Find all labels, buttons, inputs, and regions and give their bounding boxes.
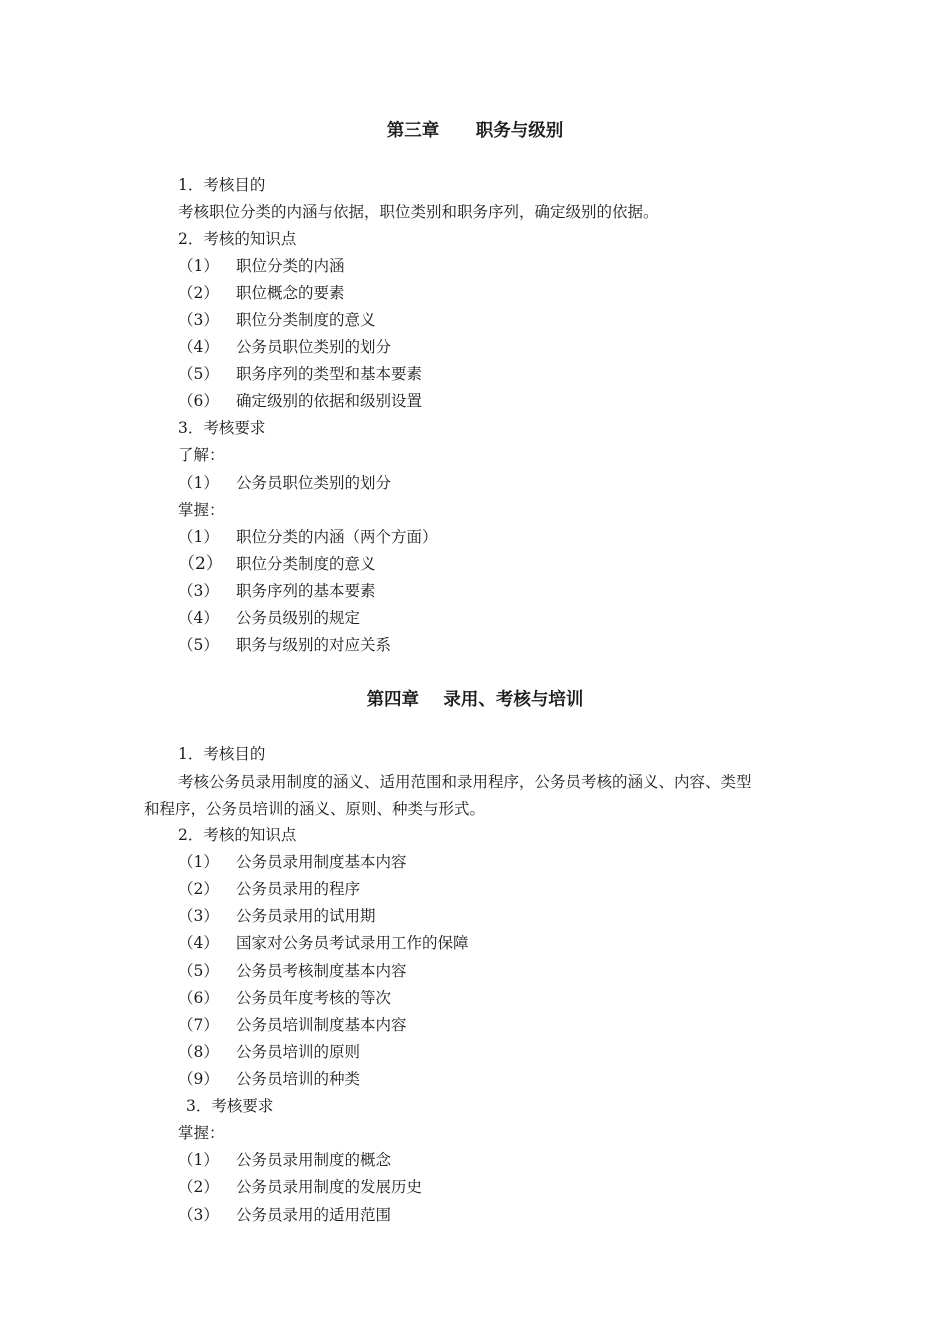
list-item: （1） 职位分类的内涵（两个方面） [178,528,438,546]
list-item: （3） 公务员录用的适用范围 [178,1206,392,1224]
list-item: （5） 公务员考核制度基本内容 [178,962,407,980]
ch4-section-3-heading: 3．考核要求 [186,1097,274,1115]
ch3-understand-label: 了解： [178,446,225,464]
list-item: （3） 职位分类制度的意义 [178,311,376,329]
ch3-section-1-heading: 1．考核目的 [178,176,266,194]
ch3-master-label: 掌握： [178,501,225,519]
list-item: （2） 公务员录用的程序 [178,880,361,898]
list-item: （4） 国家对公务员考试录用工作的保障 [178,934,469,952]
chapter-3-title: 第三章 职务与级别 [386,121,564,141]
ch4-section-1-text-line-1: 考核公务员录用制度的涵义、适用范围和录用程序，公务员考核的涵义、内容、类型 [178,773,752,791]
list-item: （5） 职务与级别的对应关系 [178,636,392,654]
list-item: （9） 公务员培训的种类 [178,1070,361,1088]
list-item: （2） 职位分类制度的意义 [178,554,376,574]
list-item: （2） 公务员录用制度的发展历史 [178,1178,423,1196]
list-item: （1） 公务员录用制度的概念 [178,1151,392,1169]
list-item: （5） 职务序列的类型和基本要素 [178,365,423,383]
list-item: （1） 公务员录用制度基本内容 [178,853,407,871]
ch4-section-1-text-line-2: 和程序，公务员培训的涵义、原则、种类与形式。 [144,800,486,818]
list-item: （2） 职位概念的要素 [178,284,345,302]
list-item: （8） 公务员培训的原则 [178,1043,361,1061]
ch3-section-3-heading: 3．考核要求 [178,419,266,437]
ch4-section-1-heading: 1．考核目的 [178,745,266,763]
list-item: （1） 职位分类的内涵 [178,257,345,275]
ch3-section-1-text: 考核职位分类的内涵与依据，职位类别和职务序列，确定级别的依据。 [178,203,659,221]
list-item: （7） 公务员培训制度基本内容 [178,1016,407,1034]
ch4-section-2-heading: 2．考核的知识点 [178,826,297,844]
ch4-master-label: 掌握： [178,1124,225,1142]
list-item: （6） 确定级别的依据和级别设置 [178,392,423,410]
chapter-4-title: 第四章 录用、考核与培训 [366,690,584,710]
list-item: （6） 公务员年度考核的等次 [178,989,392,1007]
ch3-section-2-heading: 2．考核的知识点 [178,230,297,248]
list-item: （1） 公务员职位类别的划分 [178,474,392,492]
list-item: （3） 职务序列的基本要素 [178,582,376,600]
list-item: （4） 公务员级别的规定 [178,609,361,627]
list-item: （3） 公务员录用的试用期 [178,907,376,925]
list-item: （4） 公务员职位类别的划分 [178,338,392,356]
